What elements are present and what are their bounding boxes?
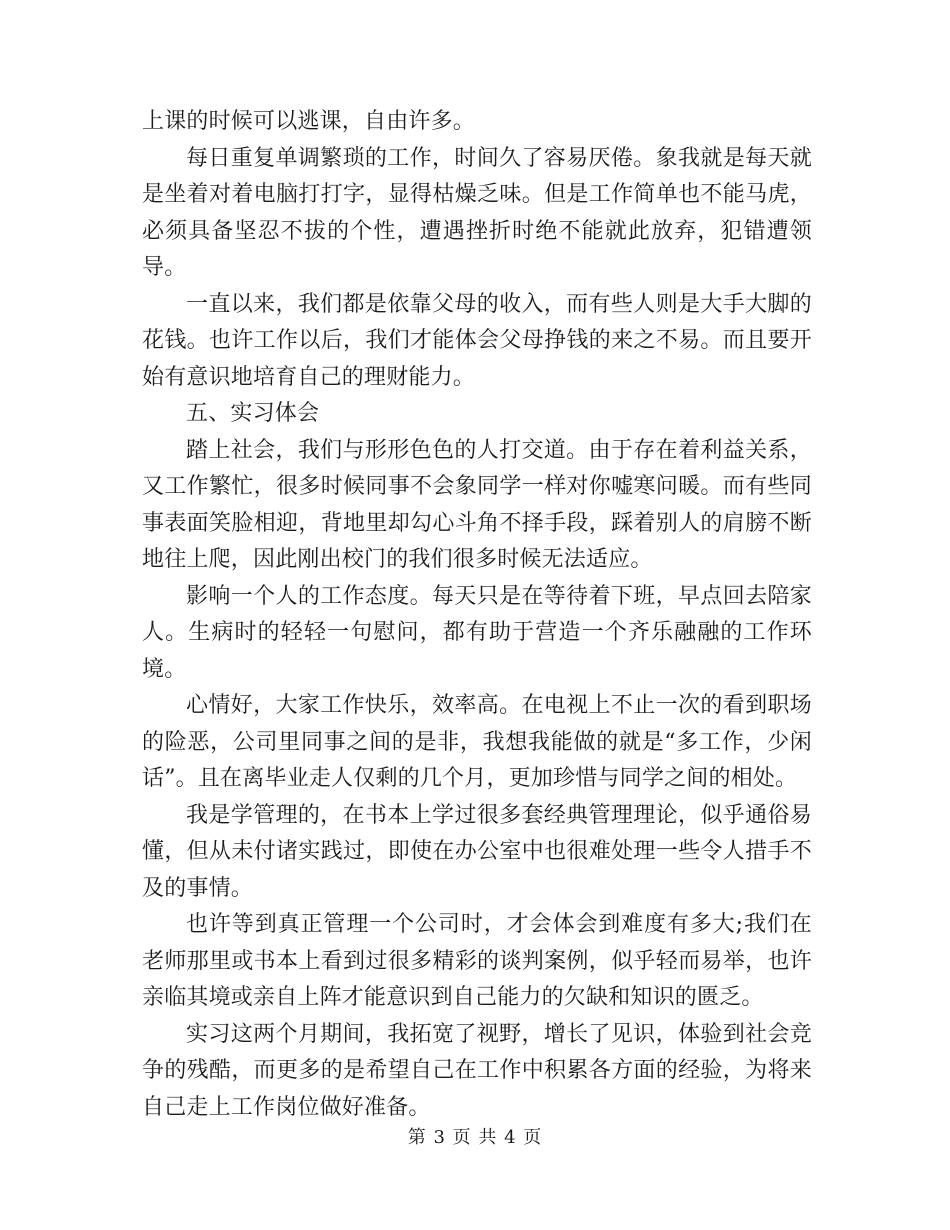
page-number-footer: 第 3 页 共 4 页 [407, 1127, 543, 1148]
paragraph-2: 每日重复单调繁琐的工作，时间久了容易厌倦。象我就是每天就是坐着对着电脑打打字，显得枯燥乏味。但是工作简单也不能马虎，必须具备坚忍不拔的个性，遭遇挫折时绝不能就此放弃，犯错遭领导。 [142, 145, 812, 280]
paragraph-7: 心情好，大家工作快乐，效率高。在电视上不止一次的看到职场的险恶，公司里同事之间的是非，我想我能做的就是“多工作，少闲话”。且在离毕业走人仅剩的几个月，更加珍惜与同学之间的相处。 [142, 693, 812, 791]
document-body [142, 104, 812, 1126]
paragraph-1: 上课的时候可以逃课，自由许多。 [142, 109, 476, 134]
paragraph-10: 实习这两个月期间，我拓宽了视野，增长了见识，体验到社会竞争的残酷，而更多的是希望自己在工作中积累各方面的经验，为将来自己走上工作岗位做好准备。 [142, 1021, 812, 1120]
paragraph-3: 一直以来，我们都是依靠父母的收入，而有些人则是大手大脚的花钱。也许工作以后，我们才能体会父母挣钱的来之不易。而且要开始有意识地培育自己的理财能力。 [142, 291, 812, 390]
paragraph-9: 也许等到真正管理一个公司时，才会体会到难度有多大;我们在老师那里或书本上看到过很多精彩的谈判案例，似乎轻而易举，也许亲临其境或亲自上阵才能意识到自己能力的欠缺和知识的匮乏。 [142, 912, 812, 1010]
paragraph-6: 影响一个人的工作态度。每天只是在等待着下班，早点回去陪家人。生病时的轻轻一句慰问，都有助于营造一个齐乐融融的工作环境。 [142, 583, 812, 682]
section-heading: 五、实习体会 [186, 401, 320, 426]
paragraph-8: 我是学管理的，在书本上学过很多套经典管理理论，似乎通俗易懂，但从未付诸实践过，即使在办公室中也很难处理一些令人措手不及的事情。 [142, 802, 812, 901]
paragraph-5: 踏上社会，我们与形形色色的人打交道。由于存在着利益关系，又工作繁忙，很多时候同事不会象同学一样对你嘘寒问暖。而有些同事表面笑脸相迎，背地里却勾心斗角不择手段，踩着别人的肩膀不断地往上爬，因此刚出校门的我们很多时候无法适应。 [142, 437, 812, 572]
